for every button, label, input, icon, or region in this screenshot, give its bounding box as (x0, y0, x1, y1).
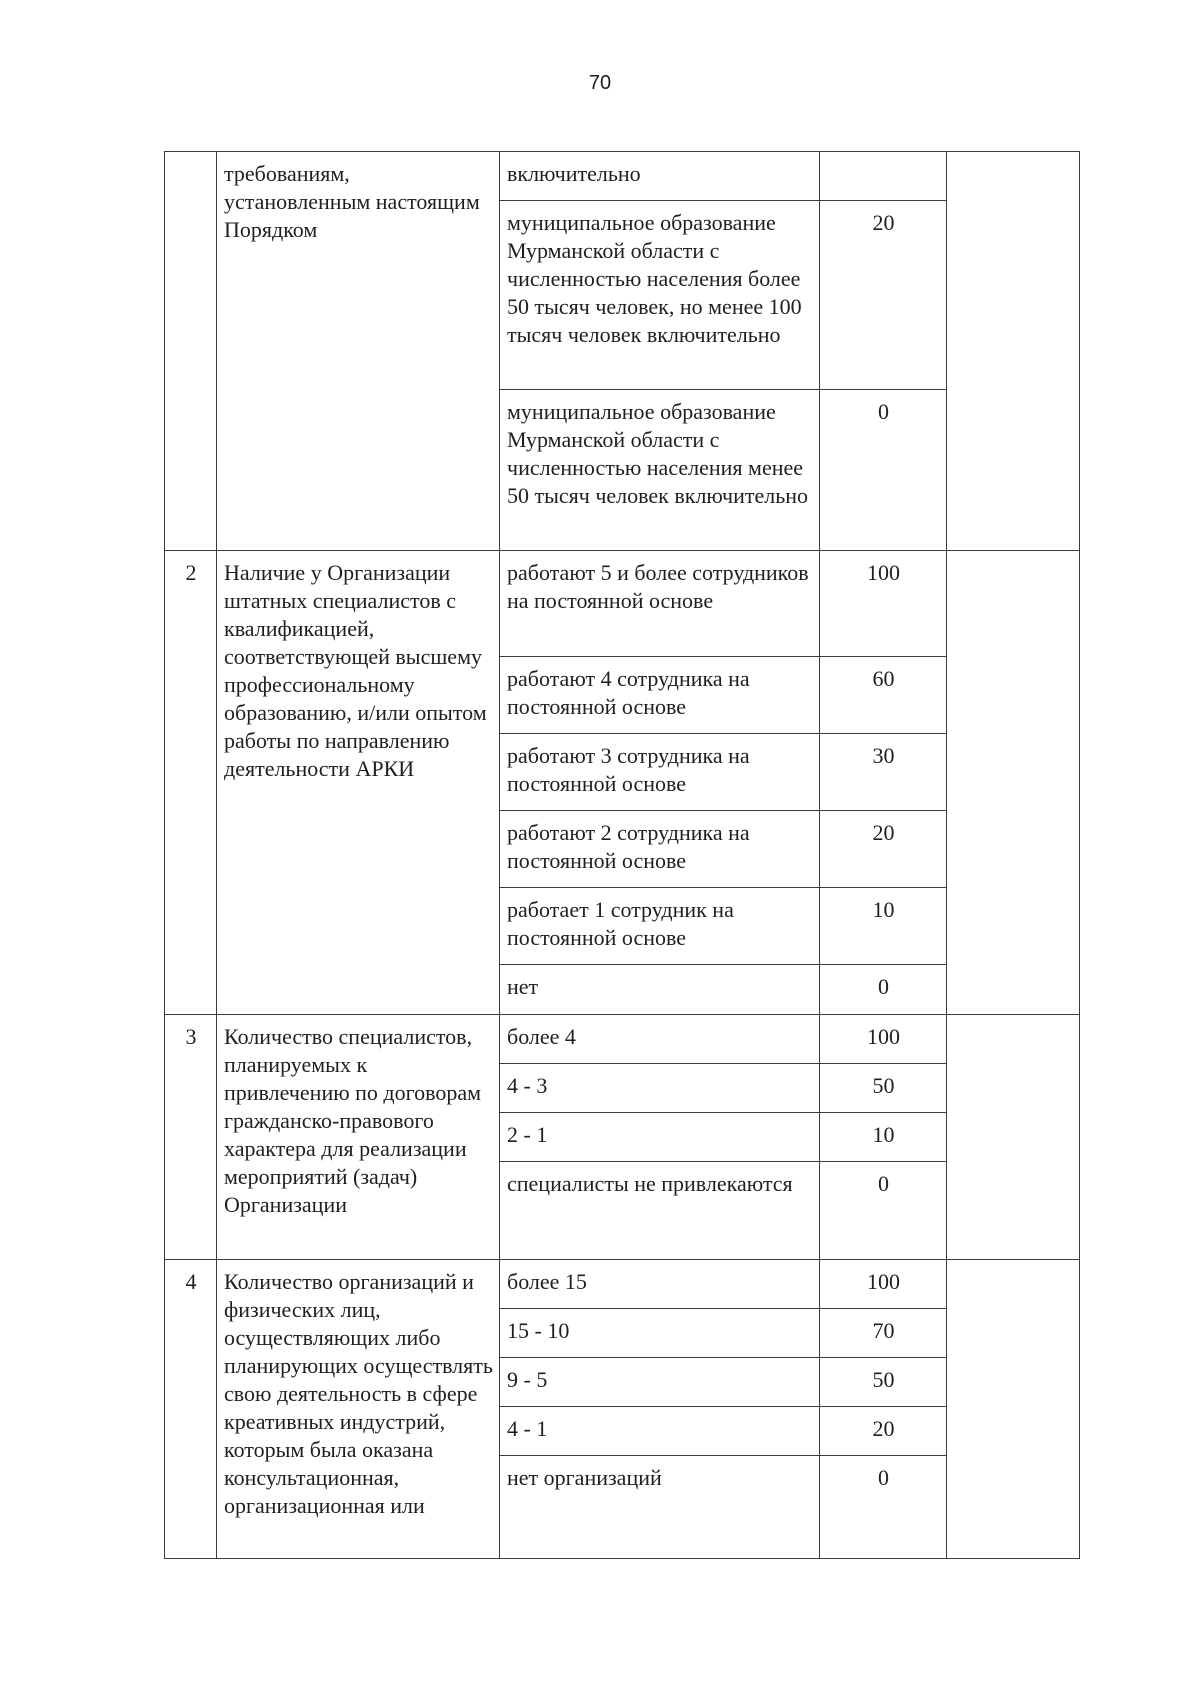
table-row (165, 1260, 1080, 1309)
condition-cell: более 15 (500, 1260, 820, 1309)
score-cell: 0 (820, 1456, 947, 1559)
condition-cell: более 4 (500, 1015, 820, 1064)
criterion-text: Количество организаций и физических лиц, осуществляющих либо планирующих осуществлять свою деятельность в сфере креативных индустрий, которым была оказана консультационная, организационная или (217, 1260, 500, 1559)
condition-cell: работают 2 сотрудника на постоянной основе (500, 811, 820, 888)
score-cell: 50 (820, 1358, 947, 1407)
condition-cell: 9 - 5 (500, 1358, 820, 1407)
criterion-number (165, 152, 217, 551)
criterion-text: Наличие у Организации штатных специалистов с квалификацией, соответствующей высшему профессиональному образованию, и/или опытом работы по направлению деятельности АРКИ (217, 551, 500, 1015)
criterion-number: 4 (165, 1260, 217, 1559)
condition-cell: работают 3 сотрудника на постоянной основе (500, 734, 820, 811)
score-cell: 20 (820, 811, 947, 888)
score-cell: 0 (820, 1162, 947, 1260)
score-cell: 20 (820, 1407, 947, 1456)
criterion-text: требованиям, установленным настоящим Порядком (217, 152, 500, 551)
score-cell: 30 (820, 734, 947, 811)
condition-cell: нет (500, 965, 820, 1015)
table-row (165, 152, 1080, 201)
condition-cell: работают 4 сотрудника на постоянной основе (500, 657, 820, 734)
table-row (165, 1015, 1080, 1064)
notes-cell (947, 551, 1080, 1015)
score-cell (820, 152, 947, 201)
notes-cell (947, 1015, 1080, 1260)
condition-cell: 4 - 1 (500, 1407, 820, 1456)
score-cell: 100 (820, 1260, 947, 1309)
criteria-table (164, 151, 1080, 1559)
criterion-text: Количество специалистов, планируемых к привлечению по договорам гражданско-правового характера для реализации мероприятий (задач) Организации (217, 1015, 500, 1260)
score-cell: 70 (820, 1309, 947, 1358)
score-cell: 10 (820, 888, 947, 965)
condition-cell: 2 - 1 (500, 1113, 820, 1162)
score-cell: 50 (820, 1064, 947, 1113)
criterion-number: 3 (165, 1015, 217, 1260)
notes-cell (947, 1260, 1080, 1559)
score-cell: 100 (820, 1015, 947, 1064)
condition-cell: включительно (500, 152, 820, 201)
score-cell: 20 (820, 201, 947, 390)
criterion-number: 2 (165, 551, 217, 1015)
condition-cell: специалисты не привлекаются (500, 1162, 820, 1260)
score-cell: 10 (820, 1113, 947, 1162)
condition-cell: 15 - 10 (500, 1309, 820, 1358)
score-cell: 0 (820, 390, 947, 551)
notes-cell (947, 152, 1080, 551)
condition-cell: нет организаций (500, 1456, 820, 1559)
score-cell: 100 (820, 551, 947, 657)
condition-cell: муниципальное образование Мурманской области с численностью населения более 50 тысяч человек, но менее 100 тысяч человек включительно (500, 201, 820, 390)
score-cell: 0 (820, 965, 947, 1015)
condition-cell: муниципальное образование Мурманской области с численностью населения менее 50 тысяч человек включительно (500, 390, 820, 551)
condition-cell: работает 1 сотрудник на постоянной основе (500, 888, 820, 965)
score-cell: 60 (820, 657, 947, 734)
condition-cell: работают 5 и более сотрудников на постоянной основе (500, 551, 820, 657)
table-row (165, 551, 1080, 657)
page-number: 70 (588, 72, 612, 94)
condition-cell: 4 - 3 (500, 1064, 820, 1113)
